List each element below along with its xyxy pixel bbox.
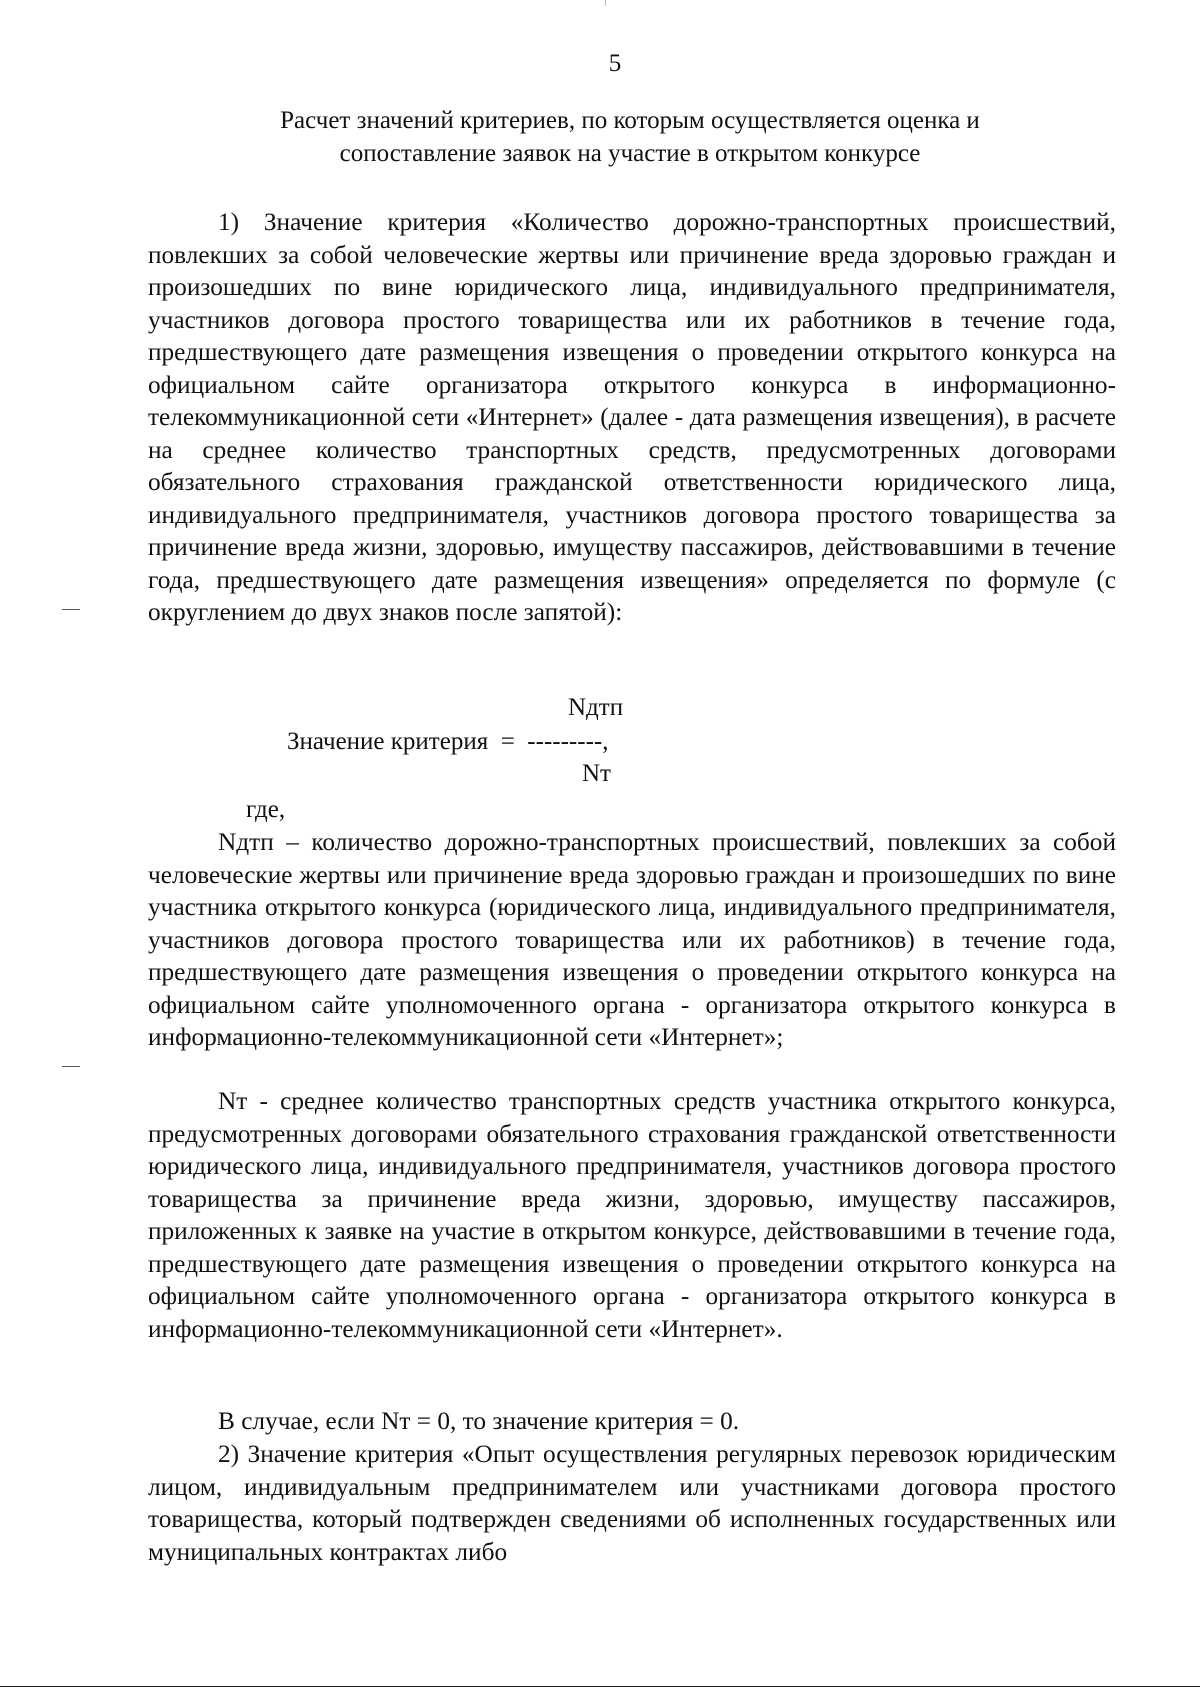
margin-mark	[62, 609, 80, 610]
paragraph-zero-case: В случае, если Nт = 0, то значение критерия = 0.	[218, 1407, 740, 1435]
page-bottom-edge	[0, 1686, 1200, 1687]
paragraph-criterion-1: 1) Значение критерия «Количество дорожно-транспортных происшествий, повлекших за собой человеческие жертвы или причинение вреда здоровью граждан и произошедших по вине юридического лица, индивидуального предпринимателя, участников договора простого товарищества или их работников в течение года, предшествующего дате размещения извещения о проведении открытого конкурса на официальном сайте организатора открытого конкурса в информационно-телекоммуникационной сети «Интернет» (далее - дата размещения извещения), в расчете на среднее количество транспортных средств, предусмотренных договорами обязательного страхования гражданской ответственности юридического лица, индивидуального предпринимателя, участников договора простого товарищества за причинение вреда жизни, здоровью, имуществу пассажиров, действовавшими в течение года, предшествующего дате размещения извещения» определяется по формуле (с округлением до двух знаков после запятой):	[148, 208, 1116, 626]
paragraph-nt-definition: Nт - среднее количество транспортных средств участника открытого конкурса, предусмотренных договорами обязательного страхования гражданской ответственности юридического лица, индивидуального предпринимателя, участников договора простого товарищества за причинение вреда жизни, здоровью, имуществу пассажиров, приложенных к заявке на участие в открытом конкурсе, действовавшими в течение года, предшествующего дате размещения извещения о проведении открытого конкурса на официальном сайте уполномоченного органа - организатора открытого конкурса в информационно-телекоммуникационной сети «Интернет».	[148, 1087, 1116, 1343]
title-line-1: Расчет значений критериев, по которым осуществляется оценка и	[280, 107, 980, 134]
section-title	[200, 104, 1060, 170]
margin-mark	[62, 1066, 80, 1067]
top-edge-mark	[605, 0, 606, 6]
paragraph-criterion-2: 2) Значение критерия «Опыт осуществления регулярных перевозок юридическим лицом, индивидуальным предпринимателем или участниками договора простого товарищества, который подтвержден сведениями об исполненных государственных или муниципальных контрактах либо	[148, 1440, 1116, 1566]
title-line-2: сопоставление заявок на участие в открытом конкурсе	[339, 140, 921, 167]
page-number: 5	[608, 50, 622, 77]
where-label: где,	[246, 796, 286, 823]
formula-denominator: Nт	[582, 760, 611, 787]
formula-line: Значение критерия = ---------,	[287, 728, 609, 755]
formula-numerator: Nдтп	[568, 694, 624, 721]
paragraph-ndtp-definition: Nдтп – количество дорожно-транспортных происшествий, повлекших за собой человеческие жертвы или причинение вреда здоровью граждан и произошедших по вине участника открытого конкурса (юридического лица, индивидуального предпринимателя, участников договора простого товарищества или их работников) в течение года, предшествующего дате размещения извещения о проведении открытого конкурса на официальном сайте уполномоченного органа - организатора открытого конкурса в информационно-телекоммуникационной сети «Интернет»;	[148, 828, 1116, 1051]
